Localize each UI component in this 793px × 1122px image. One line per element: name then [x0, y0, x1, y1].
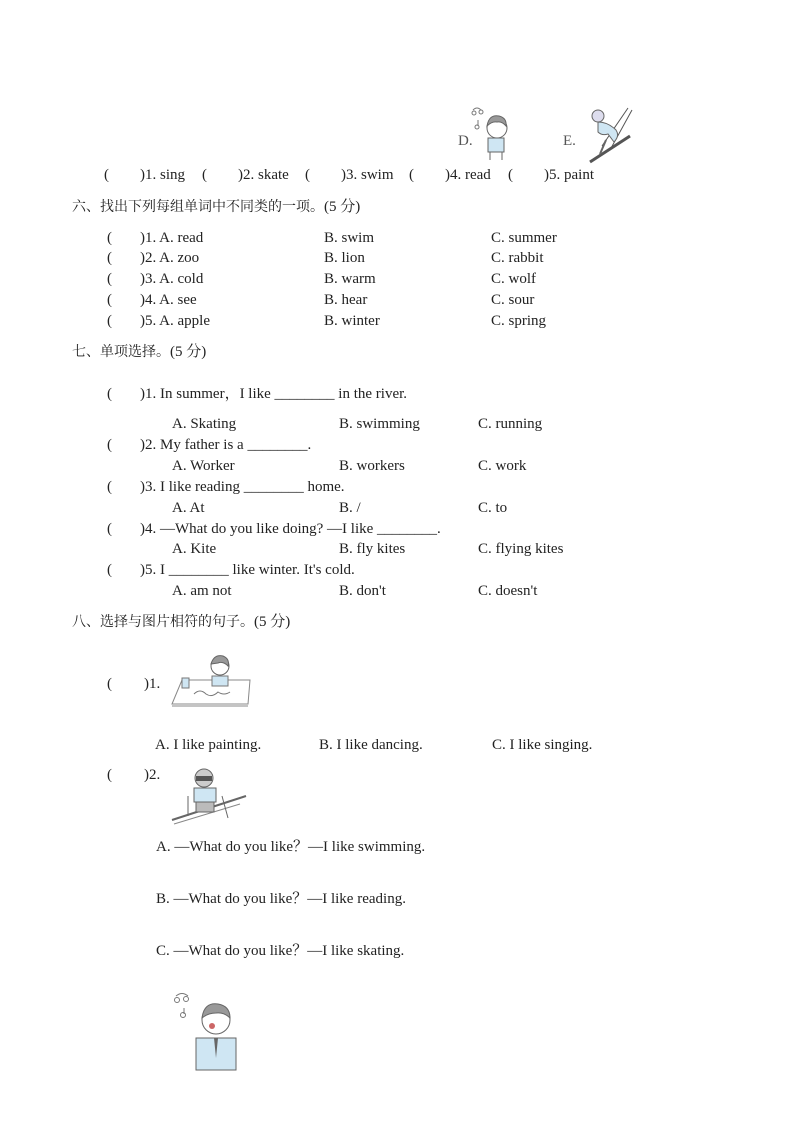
section-8-heading: [72, 615, 290, 630]
option-b: B. swimming: [339, 416, 420, 432]
question-number: )2.: [144, 767, 161, 783]
section-points: (5 分): [254, 614, 291, 630]
answer-blank-paren[interactable]: (: [107, 676, 112, 692]
answer-blank-paren[interactable]: (: [107, 292, 112, 308]
option-a: A. Worker: [172, 458, 235, 474]
answer-blank-paren[interactable]: (: [409, 167, 414, 183]
singing-boy-icon: [470, 104, 514, 162]
section-title: 七、单项选择。: [72, 344, 170, 360]
option-c: C. doesn't: [478, 583, 538, 599]
question-stem: )3. I like reading ________ home.: [140, 479, 345, 495]
option-b: B. I like dancing.: [319, 737, 423, 753]
option-c: C. to: [478, 500, 508, 516]
question-stem: )5. I ________ like winter. It's cold.: [140, 562, 355, 578]
option-b: B. —What do you like？—I like reading.: [156, 891, 406, 907]
answer-blank-paren[interactable]: (: [107, 386, 112, 402]
match-item-paint: )5. paint: [544, 167, 594, 183]
question-stem: )4. —What do you like doing? —I like ________.: [140, 521, 441, 537]
section-7-heading: [72, 345, 206, 360]
answer-blank-paren[interactable]: (: [305, 167, 310, 183]
skier-icon: [584, 104, 634, 166]
option-a: )2. A. zoo: [140, 250, 200, 266]
option-b: B. fly kites: [339, 541, 406, 557]
answer-blank-paren[interactable]: (: [107, 437, 112, 453]
option-c: C. wolf: [491, 271, 536, 287]
answer-blank-paren[interactable]: (: [508, 167, 513, 183]
question-number: )1.: [144, 676, 161, 692]
option-b: B. don't: [339, 583, 386, 599]
picture-letter-e: E.: [563, 133, 576, 149]
match-item-sing: )1. sing: [140, 167, 185, 183]
option-a: )4. A. see: [140, 292, 197, 308]
option-b: B. swim: [324, 230, 375, 246]
option-b: B. hear: [324, 292, 368, 308]
answer-blank-paren[interactable]: (: [107, 271, 112, 287]
answer-blank-paren[interactable]: (: [104, 167, 109, 183]
option-c: C. spring: [491, 313, 547, 329]
match-item-skate: )2. skate: [238, 167, 289, 183]
option-a: A. —What do you like？—I like swimming.: [156, 839, 426, 855]
option-a: A. At: [172, 500, 205, 516]
option-c: C. rabbit: [491, 250, 544, 266]
option-b: B. workers: [339, 458, 405, 474]
option-c: C. flying kites: [478, 541, 564, 557]
option-a: A. Kite: [172, 541, 217, 557]
match-item-swim: )3. swim: [341, 167, 394, 183]
painting-boy-icon: [168, 654, 252, 708]
picture-letter-d: D.: [458, 133, 473, 149]
option-b: B. winter: [324, 313, 380, 329]
option-c: C. work: [478, 458, 527, 474]
match-item-read: )4. read: [445, 167, 491, 183]
answer-blank-paren[interactable]: (: [202, 167, 207, 183]
option-c: C. summer: [491, 230, 557, 246]
answer-blank-paren[interactable]: (: [107, 521, 112, 537]
option-a: A. I like painting.: [155, 737, 262, 753]
option-c: C. I like singing.: [492, 737, 593, 753]
answer-blank-paren[interactable]: (: [107, 767, 112, 783]
answer-blank-paren[interactable]: (: [107, 479, 112, 495]
option-a: A. Skating: [172, 416, 237, 432]
option-b: B. /: [339, 500, 361, 516]
option-c: C. running: [478, 416, 543, 432]
section-points: (5 分): [170, 344, 207, 360]
section-6-heading: [72, 200, 360, 215]
option-a: )3. A. cold: [140, 271, 204, 287]
singing-man-icon: [172, 990, 238, 1074]
section-points: (5 分): [324, 199, 361, 215]
section-title: 八、选择与图片相符的句子。: [72, 614, 254, 630]
option-b: B. lion: [324, 250, 365, 266]
option-a: A. am not: [172, 583, 232, 599]
option-a: )5. A. apple: [140, 313, 210, 329]
option-b: B. warm: [324, 271, 376, 287]
option-a: )1. A. read: [140, 230, 204, 246]
answer-blank-paren[interactable]: (: [107, 230, 112, 246]
answer-blank-paren[interactable]: (: [107, 562, 112, 578]
answer-blank-paren[interactable]: (: [107, 313, 112, 329]
option-c: C. —What do you like？—I like skating.: [156, 943, 405, 959]
skiing-child-icon: [170, 766, 250, 826]
question-stem: )1. In summer，I like ________ in the river.: [140, 386, 408, 402]
section-title: 六、找出下列每组单词中不同类的一项。: [72, 199, 324, 215]
answer-blank-paren[interactable]: (: [107, 250, 112, 266]
option-c: C. sour: [491, 292, 535, 308]
question-stem: )2. My father is a ________.: [140, 437, 312, 453]
